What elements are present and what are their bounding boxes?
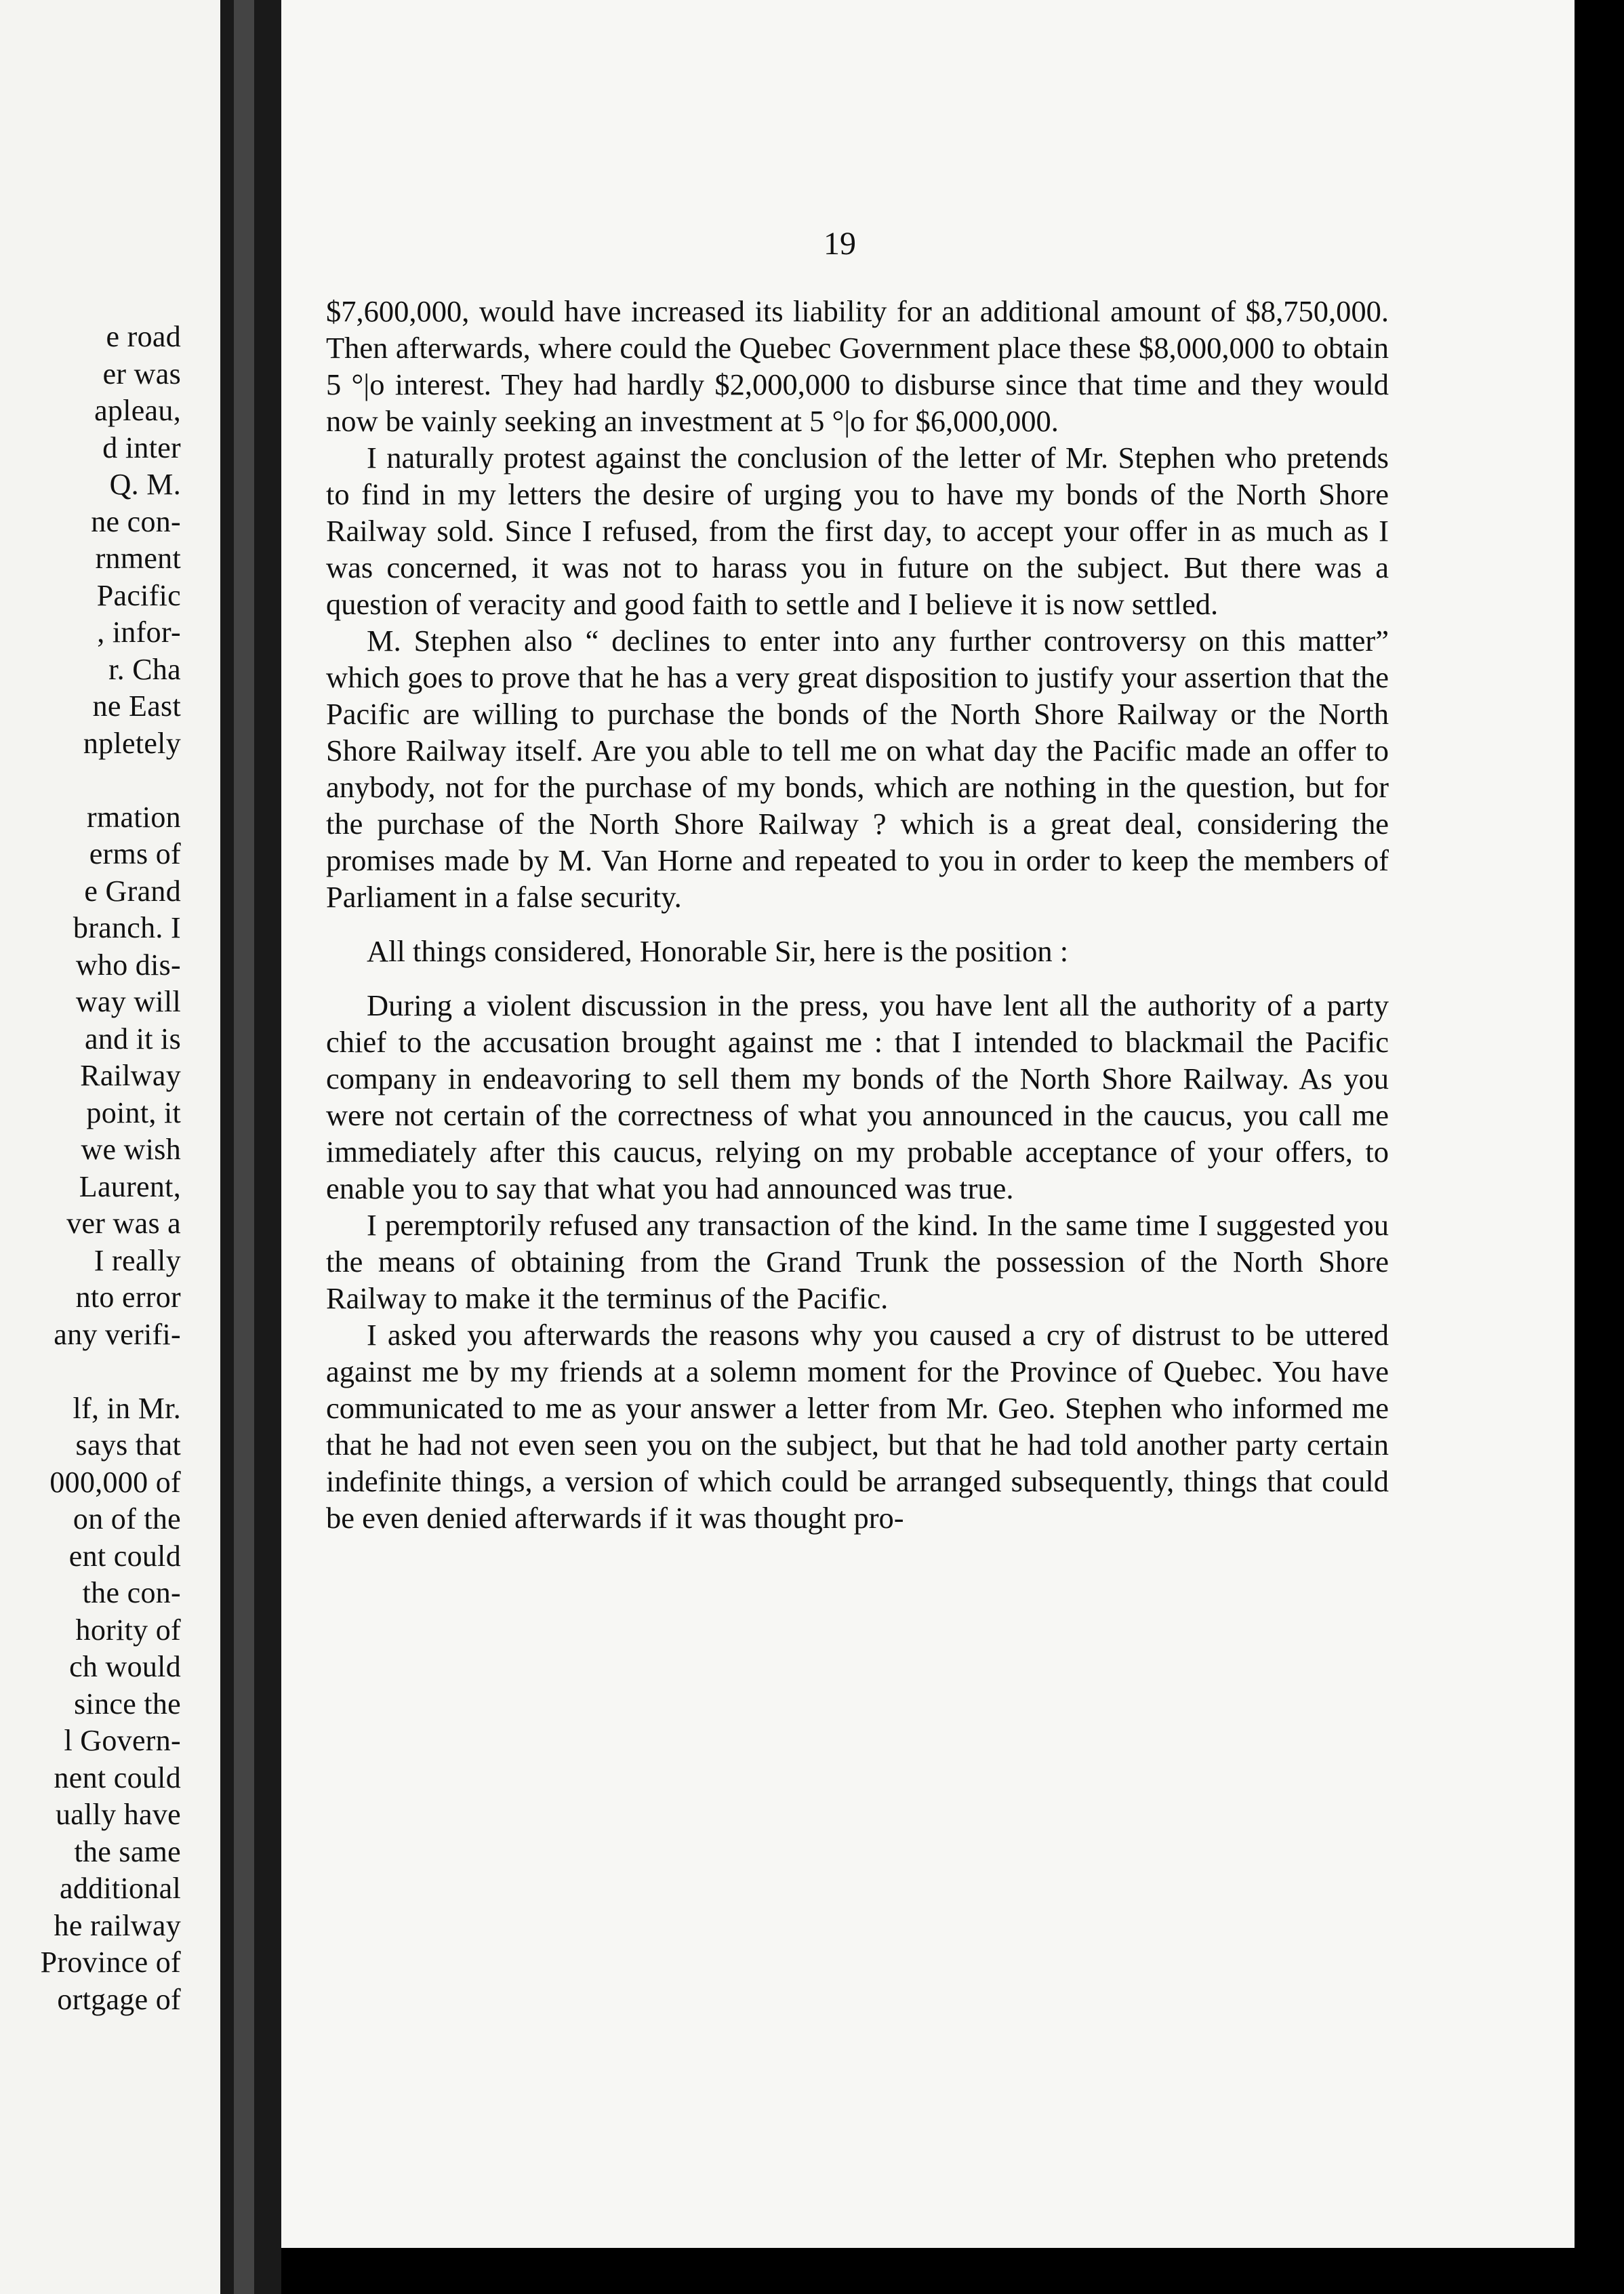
left-column-line: the same xyxy=(74,1834,181,1868)
left-column-line xyxy=(41,762,181,799)
left-column-line: er was xyxy=(102,357,181,390)
left-column-line: additional xyxy=(60,1872,181,1905)
left-column-line: lf, in Mr. xyxy=(73,1391,181,1425)
scan-border-right xyxy=(1575,0,1624,2294)
left-column-line: 000,000 of xyxy=(49,1465,181,1499)
left-column-line xyxy=(41,1353,181,1390)
left-page-fragment xyxy=(0,0,220,2294)
left-column-line: ortgage of xyxy=(57,1982,181,2016)
paragraph-7: I asked you afterwards the reasons why you caused a cry of distrust to be uttered against me by my friends at a solemn moment for the Province of Quebec. You have communicated to me as your answer a letter from Mr. Geo. Stephen who informed me that he had not even seen you on the subject, but that he had told another party certain indefinite things, a version of which could be arranged subsequently, things that could be even denied afterwards if it was thought pro- xyxy=(326,1318,1389,1535)
left-column-line: Railway xyxy=(80,1059,181,1092)
left-column-line: d inter xyxy=(102,430,181,464)
left-column-line: l Govern- xyxy=(64,1724,181,1757)
main-page xyxy=(281,0,1575,2248)
left-column-line: e Grand xyxy=(84,874,181,908)
left-column-line: Laurent, xyxy=(79,1169,181,1203)
left-column-line: Province of xyxy=(40,1946,181,1979)
left-column-line: we wish xyxy=(81,1133,181,1166)
left-column-line: ent could xyxy=(68,1539,181,1573)
left-column-line: and it is xyxy=(84,1022,181,1055)
left-column-line: Pacific xyxy=(96,578,181,612)
left-column-line: ne con- xyxy=(91,504,181,538)
left-column-line: rmation xyxy=(87,800,181,834)
left-column-line: way will xyxy=(75,985,181,1018)
page-number: 19 xyxy=(824,226,856,262)
body-text xyxy=(326,293,1389,1536)
left-column-line: ually have xyxy=(55,1798,181,1831)
paragraph-6: I peremptorily refused any transaction of the kind. In the same time I suggested you the means of obtaining from the Grand Trunk the possession of the North Shore Railway to make it the terminus of the Pacific. xyxy=(326,1208,1389,1315)
left-column-line: says that xyxy=(75,1428,181,1462)
left-column-line: , infor- xyxy=(97,616,181,649)
left-column-line: npletely xyxy=(83,726,181,760)
left-column-line: ver was a xyxy=(66,1207,181,1240)
paragraph-3: M. Stephen also “ declines to enter into any further controversy on this matter” which goes to prove that he has a very great disposition to justify your assertion that the Pacific are willing to purchase the bonds of the North Shore Railway or the North Shore Railway itself. Are you able to tell me on what day the Pacific made an offer to anybody, not for the purchase of my bonds, which are nothing in the question, but for the purchase of the North Shore Railway ? which is a great deal, considering the promises made by M. Van Horne and repeated to you in order to keep the members of Parliament in a false security. xyxy=(326,624,1389,914)
left-column-line: I really xyxy=(94,1243,181,1277)
left-column-line: rnment xyxy=(95,542,181,575)
paragraph-5: During a violent discussion in the press, you have lent all the authority of a party chief to the accusation brought against me : that I intended to blackmail the Pacific company in endeavoring to sell them my bonds of the North Shore Railway. As you were not certain of the correctness of what you announced in the caucus, you call me immediately after this caucus, relying on my probable acceptance of your offers, to enable you to say that what you had announced was true. xyxy=(326,988,1389,1205)
left-column-line: branch. I xyxy=(73,911,181,944)
left-column-line: erms of xyxy=(89,837,181,870)
left-column-line: e road xyxy=(106,320,181,353)
scan-border-bottom xyxy=(281,2248,1575,2294)
left-column-line: apleau, xyxy=(94,394,181,427)
paragraph-4: All things considered, Honorable Sir, here is the position : xyxy=(367,934,1069,968)
left-column-line: nent could xyxy=(54,1760,181,1794)
left-page-text-column xyxy=(41,319,181,2018)
left-column-line: nto error xyxy=(75,1281,181,1314)
left-column-line: since the xyxy=(74,1687,181,1720)
paragraph-2: I naturally protest against the conclusion of the letter of Mr. Stephen who pretends to find in my letters the desire of urging you to have my bonds of the North Shore Railway sold. Since I refused, from the first day, to accept your offer in as much as I was concerned, it was not to harass you in future on the subject. But there was a question of veracity and good faith to settle and I believe it is now settled. xyxy=(326,441,1389,621)
left-column-line: on of the xyxy=(73,1502,181,1535)
left-column-line: ch would xyxy=(69,1650,181,1683)
left-column-line: r. Cha xyxy=(108,652,181,686)
left-column-line: Q. M. xyxy=(109,468,181,501)
left-column-line: ne East xyxy=(92,689,181,723)
left-column-line: the con- xyxy=(82,1576,181,1609)
left-column-line: any verifi- xyxy=(54,1317,181,1351)
left-column-line: who dis- xyxy=(75,948,181,982)
paragraph-1: $7,600,000, would have increased its liability for an additional amount of $8,750,000. Then afterwards, where could the Quebec Government place these $8,000,000 to obtain 5 °|o interest. They had hardly $2,000,000 to disburse since that time and they would now be vainly seeking an investment at 5 °|o for $6,000,000. xyxy=(326,294,1389,438)
gutter-shadow xyxy=(234,0,254,2294)
left-column-line: he railway xyxy=(54,1908,181,1942)
left-column-line: point, it xyxy=(86,1095,181,1129)
left-column-line: hority of xyxy=(75,1613,181,1647)
